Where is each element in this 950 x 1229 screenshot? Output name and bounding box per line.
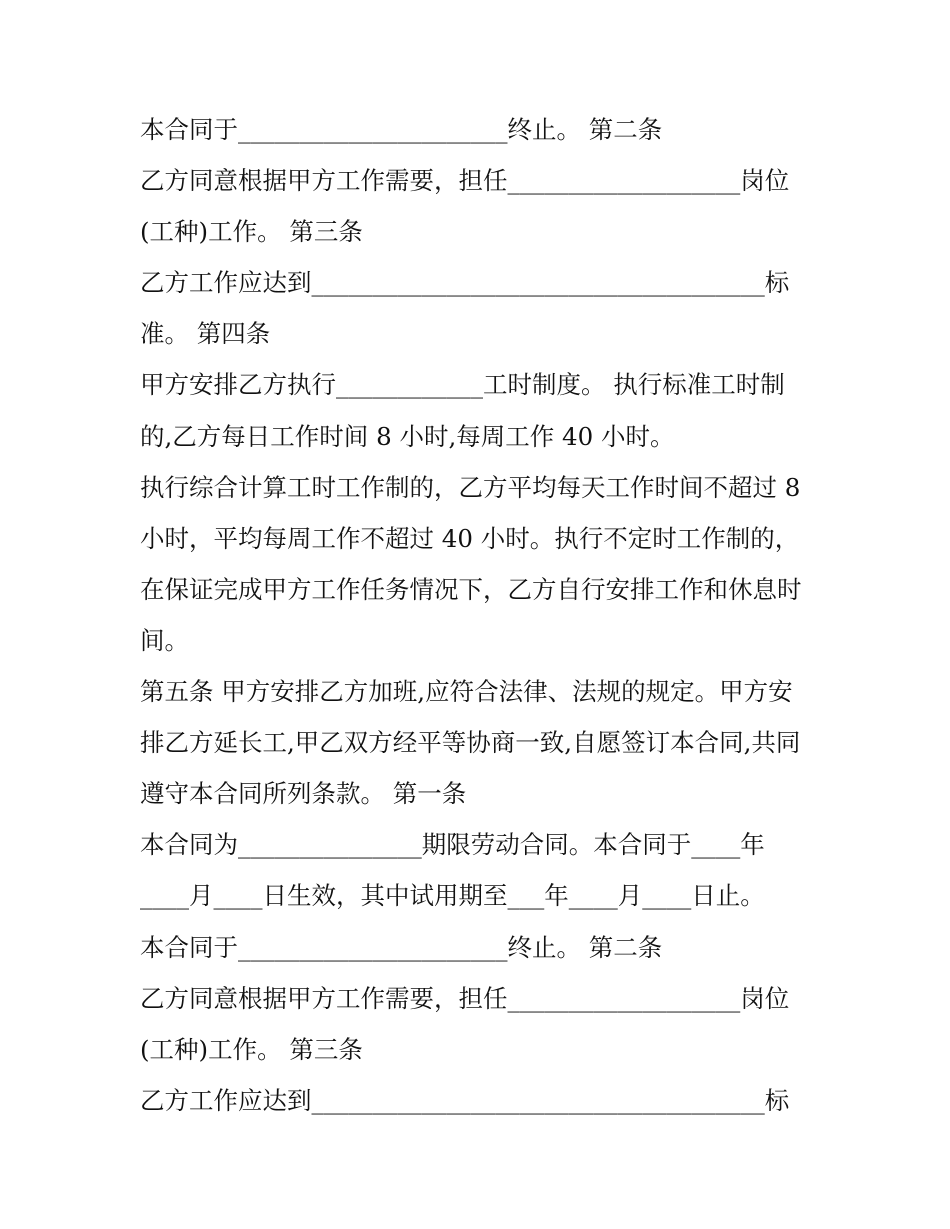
text-line: 本合同于______________________终止。 第二条 xyxy=(140,932,663,962)
text-line: 准。 第四条 xyxy=(140,319,271,349)
text-line: 甲方安排乙方执行____________工时制度。 执行标准工时制 xyxy=(140,370,785,400)
text-line: 乙方工作应达到_____________________________________标 xyxy=(140,1085,790,1115)
text-line: (工种)工作。 第三条 xyxy=(140,217,363,247)
text-line: 第五条 甲方安排乙方加班,应符合法律、法规的规定。甲方安 xyxy=(140,677,793,707)
text-line: 在保证完成甲方工作任务情况下，乙方自行安排工作和休息时 xyxy=(140,574,802,604)
text-line: 乙方同意根据甲方工作需要，担任___________________岗位 xyxy=(140,983,790,1013)
document-body xyxy=(140,104,820,1126)
text-line: 本合同为_______________期限劳动合同。本合同于____年 xyxy=(140,830,765,860)
text-line: 乙方工作应达到_____________________________________标 xyxy=(140,268,790,298)
text-line: 的,乙方每日工作时间 8 小时,每周工作 40 小时。 xyxy=(140,421,675,451)
text-line: 执行综合计算工时工作制的，乙方平均每天工作时间不超过 8 xyxy=(140,472,801,502)
text-line: 间。 xyxy=(140,625,189,655)
text-line: 小时，平均每周工作不超过 40 小时。执行不定时工作制的， xyxy=(140,523,800,553)
text-line: 乙方同意根据甲方工作需要，担任___________________岗位 xyxy=(140,166,790,196)
text-line: 本合同于______________________终止。 第二条 xyxy=(140,115,663,144)
text-line: 遵守本合同所列条款。 第一条 xyxy=(140,779,467,809)
text-line: ____月____日生效，其中试用期至___年____月____日止。 xyxy=(140,881,765,911)
text-line: 排乙方延长工,甲乙双方经平等协商一致,自愿签订本合同,共同 xyxy=(140,728,801,758)
text-line: (工种)工作。 第三条 xyxy=(140,1034,363,1064)
